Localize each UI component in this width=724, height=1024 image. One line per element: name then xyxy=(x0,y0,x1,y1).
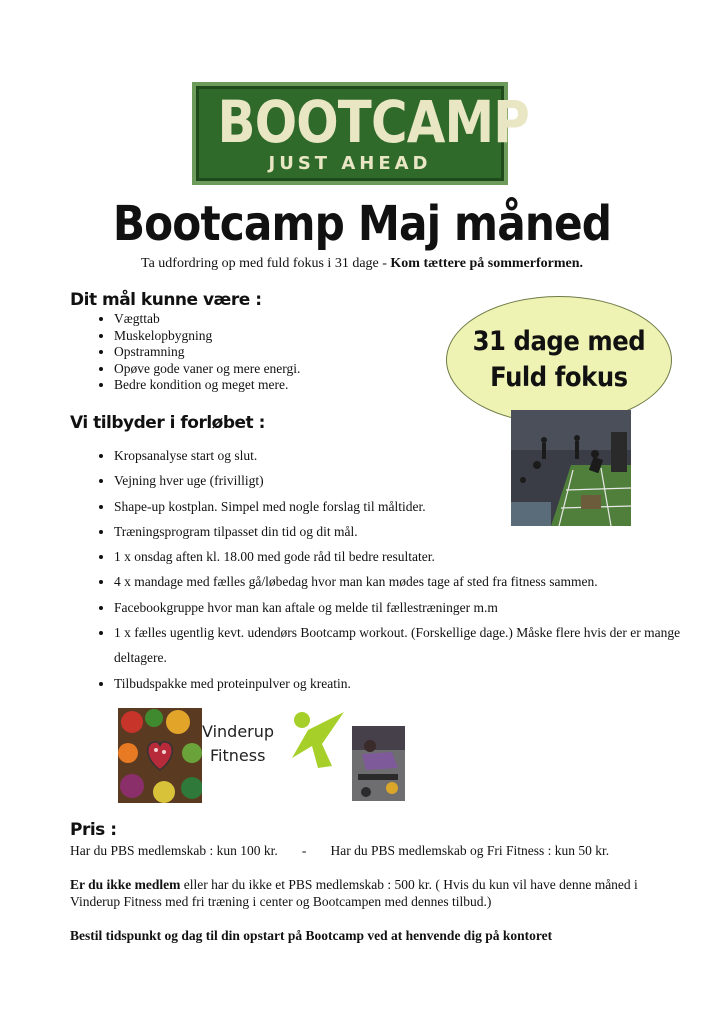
pricing-line xyxy=(70,842,670,859)
goal-item: • Bedre kondition og meget mere. xyxy=(114,377,434,394)
offer-item: • 1 x onsdag aften kl. 18.00 med gode råd til bedre resultater. xyxy=(114,544,694,569)
focus-badge xyxy=(446,296,672,424)
badge-line-1: 31 dage med xyxy=(472,326,646,357)
nonmember-rest: eller har du ikke et PBS medlemskab : 500 kr. ( Hvis du kun vil have denne måned i Vinderup Fitness med fri træning i center og Bootcampen med dennes tilbud.) xyxy=(70,877,638,909)
nonmember-bold: Er du ikke medlem xyxy=(70,877,181,892)
brand-line-2: Fitness xyxy=(210,746,266,765)
intro-bold: Kom tættere på sommerformen. xyxy=(390,256,583,271)
page-title: Bootcamp Maj måned xyxy=(112,196,612,252)
pricing-heading: Pris : xyxy=(70,820,117,840)
offer-item: • Kropsanalyse start og slut. xyxy=(114,443,694,468)
offer-item: • Tilbudspakke med proteinpulver og kreatin. xyxy=(114,671,694,696)
logo-sub-text: JUST AHEAD xyxy=(268,153,432,174)
bootcamp-logo xyxy=(192,82,529,185)
goal-item: • Vægttab xyxy=(114,311,434,328)
goal-item: • Opstramning xyxy=(114,344,434,361)
pbs-price: Har du PBS medlemskab : kun 100 kr. xyxy=(70,843,278,858)
goals-heading: Dit mål kunne være : xyxy=(70,290,262,310)
goals-list xyxy=(70,311,434,394)
image-strip xyxy=(118,708,405,803)
price-separator: - xyxy=(301,843,307,858)
pbs-fri-fitness-price: Har du PBS medlemskab og Fri Fitness : kun 50 kr. xyxy=(330,843,610,858)
offer-item: • Facebookgruppe hvor man kan aftale og melde til fællestræninger m.m xyxy=(114,595,694,620)
offer-item: • Vejning hver uge (frivilligt) xyxy=(114,468,694,493)
vinderup-fitness-logo xyxy=(202,708,352,803)
workout-photo xyxy=(352,726,405,801)
offers-heading: Vi tilbyder i forløbet : xyxy=(70,413,265,433)
intro-text xyxy=(0,255,724,273)
badge-line-2: Fuld fokus xyxy=(490,362,628,393)
booking-cta: Bestil tidspunkt og dag til din opstart på Bootcamp ved at henvende dig på kontoret xyxy=(70,928,553,943)
offer-item: • 1 x fælles ugentlig kevt. udendørs Bootcamp workout. (Forskellige dage.) Måske flere hvis der er mange deltagere. xyxy=(114,620,694,671)
offer-item: • Shape-up kostplan. Simpel med nogle forslag til måltider. xyxy=(114,494,694,519)
offer-item: • 4 x mandage med fælles gå/løbedag hvor man kan mødes tage af sted fra fitness sammen. xyxy=(114,569,694,594)
intro-normal: Ta udfordring op med fuld fokus i 31 dage - xyxy=(141,256,391,271)
offer-item: • Træningsprogram tilpasset din tid og dit mål. xyxy=(114,519,694,544)
nonmember-text xyxy=(70,876,670,910)
goal-item: • Opøve gode vaner og mere energi. xyxy=(114,361,434,378)
brand-line-1: Vinderup xyxy=(202,722,275,741)
logo-main-text: BOOTCAMP xyxy=(217,88,529,156)
offers-list xyxy=(70,443,694,696)
runner-icon xyxy=(286,710,350,770)
goal-item: • Muskelopbygning xyxy=(114,328,434,345)
